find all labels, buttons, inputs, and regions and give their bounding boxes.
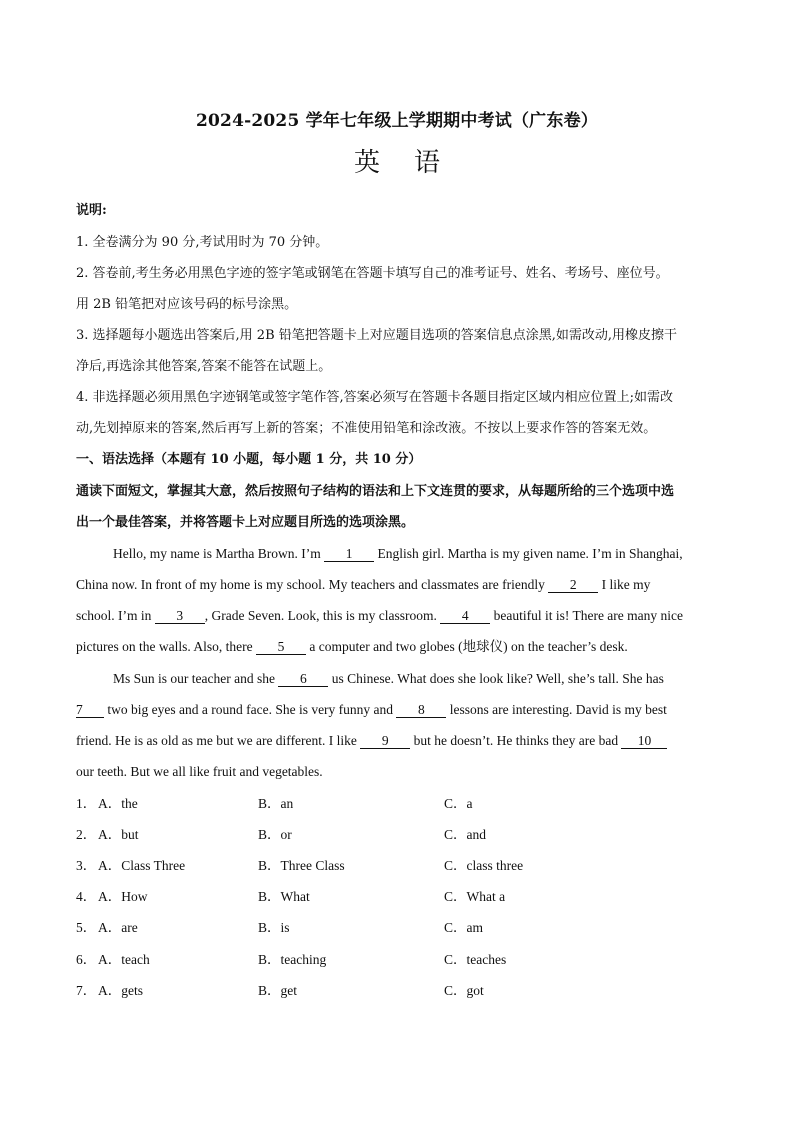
subject-title: 英语 — [353, 148, 474, 178]
instruction-line: 3. 选择题每小题选出答案后,用 2B 铅笔把答题卡上对应题目选项的答案信息点涂黑,如需改动,用橡皮擦干 — [76, 328, 678, 343]
blank-5: 5 — [256, 640, 306, 655]
section-directions: 出一个最佳答案，并将答题卡上对应题目所选的选项涂黑。 — [76, 515, 415, 530]
option-a: A．Class Three — [98, 858, 186, 873]
passage-line: school. I’m in 3 , Grade Seven. Look, this is my classroom. 4 beautiful it is! There are many nice — [76, 608, 684, 623]
instruction-line: 净后,再选涂其他答案,答案不能答在试题上。 — [76, 359, 332, 374]
instruction-line: 动,先划掉原来的答案,然后再写上新的答案；不准使用铅笔和涂改液。不按以上要求作答的答案无效。 — [76, 421, 657, 436]
option-b: B．teaching — [258, 952, 327, 967]
option-a: A．but — [98, 827, 139, 842]
instructions-heading: 说明: — [76, 203, 107, 218]
section-heading: 一、语法选择（本题有 10 小题，每小题 1 分，共 10 分） — [76, 452, 422, 467]
question-number: 6． — [76, 952, 97, 967]
passage-line: friend. He is as old as me but we are different. I like 9 but he doesn’t. He thinks they are bad 10 — [76, 732, 718, 750]
blank-4: 4 — [440, 609, 490, 624]
option-b: B．an — [258, 796, 294, 811]
option-c: C．What a — [444, 889, 506, 904]
instruction-line: 2. 答卷前,考生务必用黑色字迹的签字笔或钢笔在答题卡填写自己的准考证号、姓名、考场号、座位号。 — [76, 266, 669, 281]
option-c: C．teaches — [444, 952, 507, 967]
option-c: C．got — [444, 983, 484, 998]
question-number: 7． — [76, 983, 97, 998]
question-number: 4． — [76, 889, 97, 904]
option-b: B．get — [258, 983, 297, 998]
passage-line: 7 two big eyes and a round face. She is very funny and 8 lessons are interesting. David is my best — [76, 702, 667, 717]
instruction-line: 1. 全卷满分为 90 分,考试用时为 70 分钟。 — [76, 235, 329, 250]
option-c: C．a — [444, 796, 473, 811]
section-directions: 通读下面短文，掌握其大意，然后按照句子结构的语法和上下文连贯的要求，从每题所给的三个选项中选 — [76, 484, 675, 499]
question-number: 5． — [76, 920, 97, 935]
blank-7: 7 — [76, 703, 104, 718]
question-number: 2． — [76, 827, 97, 842]
question-number: 1． — [76, 796, 97, 811]
option-b: B．is — [258, 920, 290, 935]
option-a: A．gets — [98, 983, 143, 998]
passage-line: Hello, my name is Martha Brown. I’m 1 English girl. Martha is my given name. I’m in Shanghai, — [113, 546, 683, 561]
instruction-line: 4. 非选择题必须用黑色字迹钢笔或签字笔作答,答案必须写在答题卡各题目指定区域内相应位置上;如需改 — [76, 390, 674, 405]
option-b: B．or — [258, 827, 292, 842]
option-a: A．the — [98, 796, 138, 811]
blank-2: 2 — [548, 578, 598, 593]
passage-line: China now. In front of my home is my school. My teachers and classmates are friendly 2 I like my — [76, 577, 651, 592]
option-a: A．How — [98, 889, 148, 904]
option-c: C．am — [444, 920, 483, 935]
option-b: B．Three Class — [258, 858, 345, 873]
passage-line: Ms Sun is our teacher and she 6 us Chinese. What does she look like? Well, she’s tall. She has — [113, 671, 664, 686]
blank-9: 9 — [360, 734, 410, 749]
instruction-line: 用 2B 铅笔把对应该号码的标号涂黑。 — [76, 297, 298, 312]
passage-line: our teeth. But we all like fruit and vegetables. — [76, 764, 323, 779]
blank-3: 3 — [155, 609, 205, 624]
blank-6: 6 — [278, 672, 328, 687]
blank-1: 1 — [324, 547, 374, 562]
question-number: 3． — [76, 858, 97, 873]
exam-title: 2024-2025 学年七年级上学期期中考试（广东卷） — [195, 111, 598, 131]
blank-10: 10 — [621, 734, 667, 749]
passage-line: pictures on the walls. Also, there 5 a computer and two globes (地球仪) on the teacher’s desk. — [76, 639, 628, 654]
option-b: B．What — [258, 889, 310, 904]
option-c: C．class three — [444, 858, 524, 873]
option-a: A．teach — [98, 952, 150, 967]
option-a: A．are — [98, 920, 138, 935]
blank-8: 8 — [396, 703, 446, 718]
option-c: C．and — [444, 827, 486, 842]
